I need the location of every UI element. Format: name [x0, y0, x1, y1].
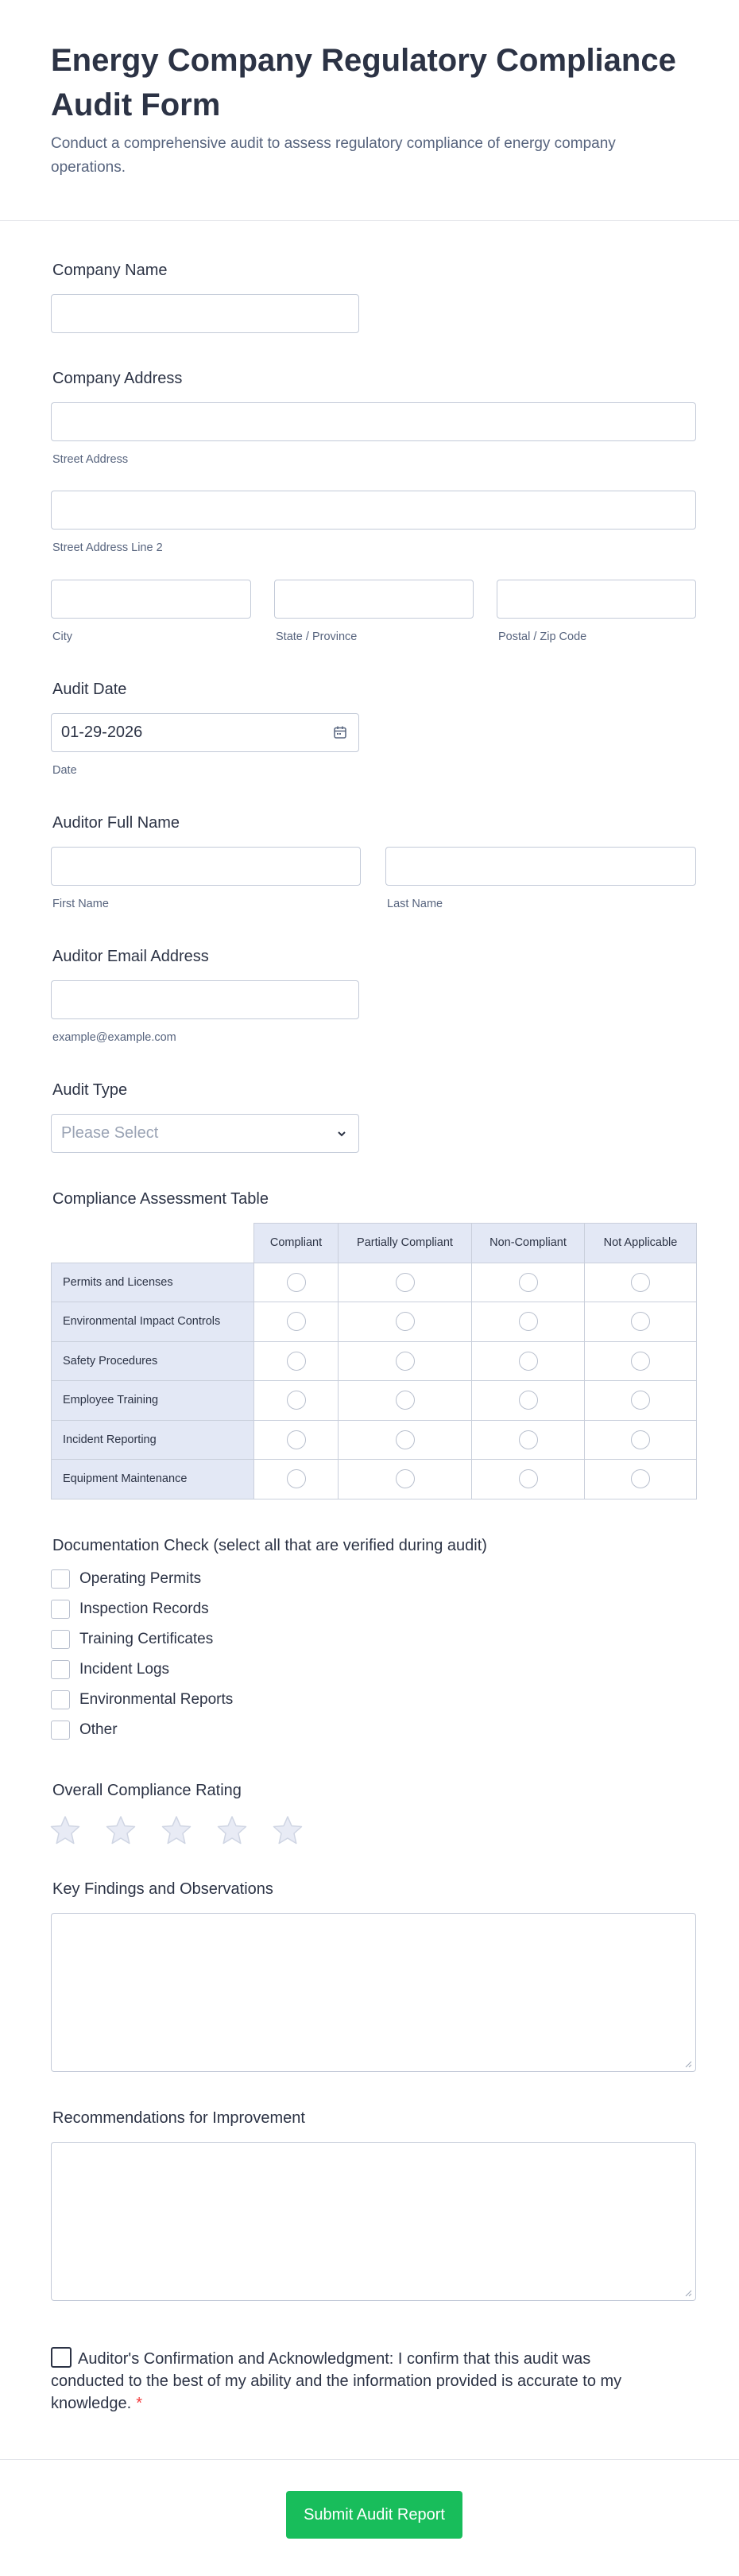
- matrix-radio[interactable]: [287, 1430, 306, 1449]
- street-address-line2-sublabel: Street Address Line 2: [52, 541, 163, 554]
- state-sublabel: State / Province: [276, 630, 358, 643]
- documentation-option-label: Training Certificates: [79, 1631, 214, 1647]
- matrix-col-compliant: Compliant: [254, 1224, 339, 1263]
- documentation-checkbox[interactable]: [51, 1630, 70, 1649]
- last-name-sublabel: Last Name: [387, 898, 443, 910]
- matrix-radio[interactable]: [519, 1312, 538, 1331]
- street-address-line2-input[interactable]: [51, 491, 696, 530]
- matrix-radio[interactable]: [631, 1391, 650, 1410]
- rating-label: Overall Compliance Rating: [52, 1782, 242, 1799]
- matrix-radio[interactable]: [519, 1273, 538, 1292]
- street-address-sublabel: Street Address: [52, 453, 129, 466]
- matrix-row: [52, 1302, 697, 1342]
- confirmation-checkbox[interactable]: [51, 2347, 72, 2368]
- matrix-radio[interactable]: [287, 1391, 306, 1410]
- audit-date-value: 01-29-2026: [61, 724, 143, 741]
- form-subtitle: Conduct a comprehensive audit to assess regulatory compliance of energy company operations.: [51, 135, 616, 176]
- auditor-name-label: Auditor Full Name: [52, 814, 180, 832]
- star-rating: [49, 1814, 304, 1846]
- auditor-email-label: Auditor Email Address: [52, 948, 209, 965]
- documentation-checkbox[interactable]: [51, 1660, 70, 1679]
- documentation-option-label: Environmental Reports: [79, 1691, 234, 1708]
- postal-code-input[interactable]: [497, 580, 696, 619]
- star-icon[interactable]: [161, 1814, 192, 1846]
- documentation-option-label: Incident Logs: [79, 1661, 170, 1678]
- first-name-sublabel: First Name: [52, 898, 109, 910]
- documentation-option[interactable]: [51, 1719, 118, 1741]
- resize-grip-icon[interactable]: [684, 2289, 692, 2297]
- company-address-label: Company Address: [52, 370, 183, 387]
- matrix-radio[interactable]: [396, 1469, 415, 1488]
- matrix-radio[interactable]: [396, 1273, 415, 1292]
- resize-grip-icon[interactable]: [684, 2060, 692, 2068]
- confirmation-field: [51, 2347, 623, 2415]
- auditor-email-sublabel: example@example.com: [52, 1031, 176, 1044]
- recommendations-textarea[interactable]: [51, 2142, 696, 2301]
- audit-type-placeholder: Please Select: [61, 1124, 159, 1142]
- matrix-row: [52, 1341, 697, 1381]
- matrix-radio[interactable]: [519, 1430, 538, 1449]
- chevron-down-icon: [336, 1128, 347, 1139]
- documentation-checkbox[interactable]: [51, 1600, 70, 1619]
- matrix-row-label: Permits and Licenses: [52, 1263, 254, 1302]
- documentation-label: Documentation Check (select all that are verified during audit): [52, 1537, 487, 1554]
- documentation-checkbox[interactable]: [51, 1690, 70, 1709]
- submit-button[interactable]: Submit Audit Report: [286, 2491, 462, 2539]
- audit-date-sublabel: Date: [52, 764, 77, 777]
- matrix-radio[interactable]: [287, 1352, 306, 1371]
- city-input[interactable]: [51, 580, 251, 619]
- documentation-option[interactable]: [51, 1658, 169, 1681]
- confirmation-text: Auditor's Confirmation and Acknowledgment: I confirm that this audit was conducted to the best of my ability and the information provided is accurate to my knowledge.: [51, 2350, 622, 2412]
- matrix-col-non-compliant: Non-Compliant: [472, 1224, 585, 1263]
- matrix-radio[interactable]: [631, 1352, 650, 1371]
- findings-textarea[interactable]: [51, 1913, 696, 2072]
- documentation-checkbox[interactable]: [51, 1569, 70, 1589]
- matrix-radio[interactable]: [631, 1273, 650, 1292]
- form-title: Energy Company Regulatory Compliance Audit Form: [51, 43, 676, 122]
- documentation-option-label: Operating Permits: [79, 1570, 202, 1587]
- documentation-option[interactable]: [51, 1689, 233, 1711]
- matrix-radio[interactable]: [396, 1430, 415, 1449]
- matrix-radio[interactable]: [519, 1469, 538, 1488]
- matrix-radio[interactable]: [631, 1469, 650, 1488]
- documentation-checkbox[interactable]: [51, 1721, 70, 1740]
- postal-code-sublabel: Postal / Zip Code: [498, 630, 587, 643]
- matrix-col-not-applicable: Not Applicable: [585, 1224, 697, 1263]
- matrix-row-label: Safety Procedures: [52, 1341, 254, 1381]
- matrix-radio[interactable]: [519, 1352, 538, 1371]
- star-icon[interactable]: [216, 1814, 248, 1846]
- star-icon[interactable]: [105, 1814, 137, 1846]
- calendar-icon[interactable]: [333, 725, 347, 739]
- matrix-col-partially-compliant: Partially Compliant: [339, 1224, 472, 1263]
- first-name-input[interactable]: [51, 847, 361, 886]
- audit-date-input[interactable]: [51, 713, 359, 752]
- state-input[interactable]: [274, 580, 474, 619]
- documentation-option[interactable]: [51, 1628, 213, 1651]
- documentation-option[interactable]: [51, 1598, 209, 1620]
- auditor-email-input[interactable]: [51, 980, 359, 1019]
- audit-date-label: Audit Date: [52, 681, 127, 698]
- matrix-row: [52, 1263, 697, 1302]
- matrix-row-label: Equipment Maintenance: [52, 1460, 254, 1499]
- matrix-label: Compliance Assessment Table: [52, 1190, 269, 1208]
- city-sublabel: City: [52, 630, 72, 643]
- recommendations-label: Recommendations for Improvement: [52, 2109, 305, 2127]
- matrix-radio[interactable]: [396, 1312, 415, 1331]
- matrix-radio[interactable]: [631, 1312, 650, 1331]
- matrix-row: [52, 1381, 697, 1421]
- matrix-radio[interactable]: [631, 1430, 650, 1449]
- documentation-option-label: Inspection Records: [79, 1600, 209, 1617]
- footer-divider: [0, 2459, 739, 2460]
- audit-type-label: Audit Type: [52, 1081, 128, 1099]
- street-address-input[interactable]: [51, 402, 696, 441]
- matrix-radio[interactable]: [287, 1312, 306, 1331]
- matrix-row: [52, 1420, 697, 1460]
- matrix-radio[interactable]: [396, 1391, 415, 1410]
- documentation-option-label: Other: [79, 1721, 118, 1738]
- company-name-label: Company Name: [52, 262, 168, 279]
- matrix-radio[interactable]: [287, 1469, 306, 1488]
- form-header: [0, 0, 739, 221]
- compliance-matrix: [51, 1223, 697, 1499]
- company-name-input[interactable]: [51, 294, 359, 333]
- star-icon[interactable]: [49, 1814, 81, 1846]
- matrix-radio[interactable]: [287, 1273, 306, 1292]
- matrix-row-label: Employee Training: [52, 1381, 254, 1421]
- required-mark: *: [136, 2395, 142, 2412]
- matrix-row-label: Environmental Impact Controls: [52, 1302, 254, 1342]
- star-icon[interactable]: [272, 1814, 304, 1846]
- matrix-radio[interactable]: [396, 1352, 415, 1371]
- documentation-option[interactable]: [51, 1568, 201, 1590]
- matrix-row-label: Incident Reporting: [52, 1420, 254, 1460]
- matrix-corner: [52, 1224, 254, 1263]
- matrix-radio[interactable]: [519, 1391, 538, 1410]
- findings-label: Key Findings and Observations: [52, 1880, 273, 1898]
- matrix-row: [52, 1460, 697, 1499]
- audit-type-select[interactable]: [51, 1114, 359, 1153]
- last-name-input[interactable]: [385, 847, 696, 886]
